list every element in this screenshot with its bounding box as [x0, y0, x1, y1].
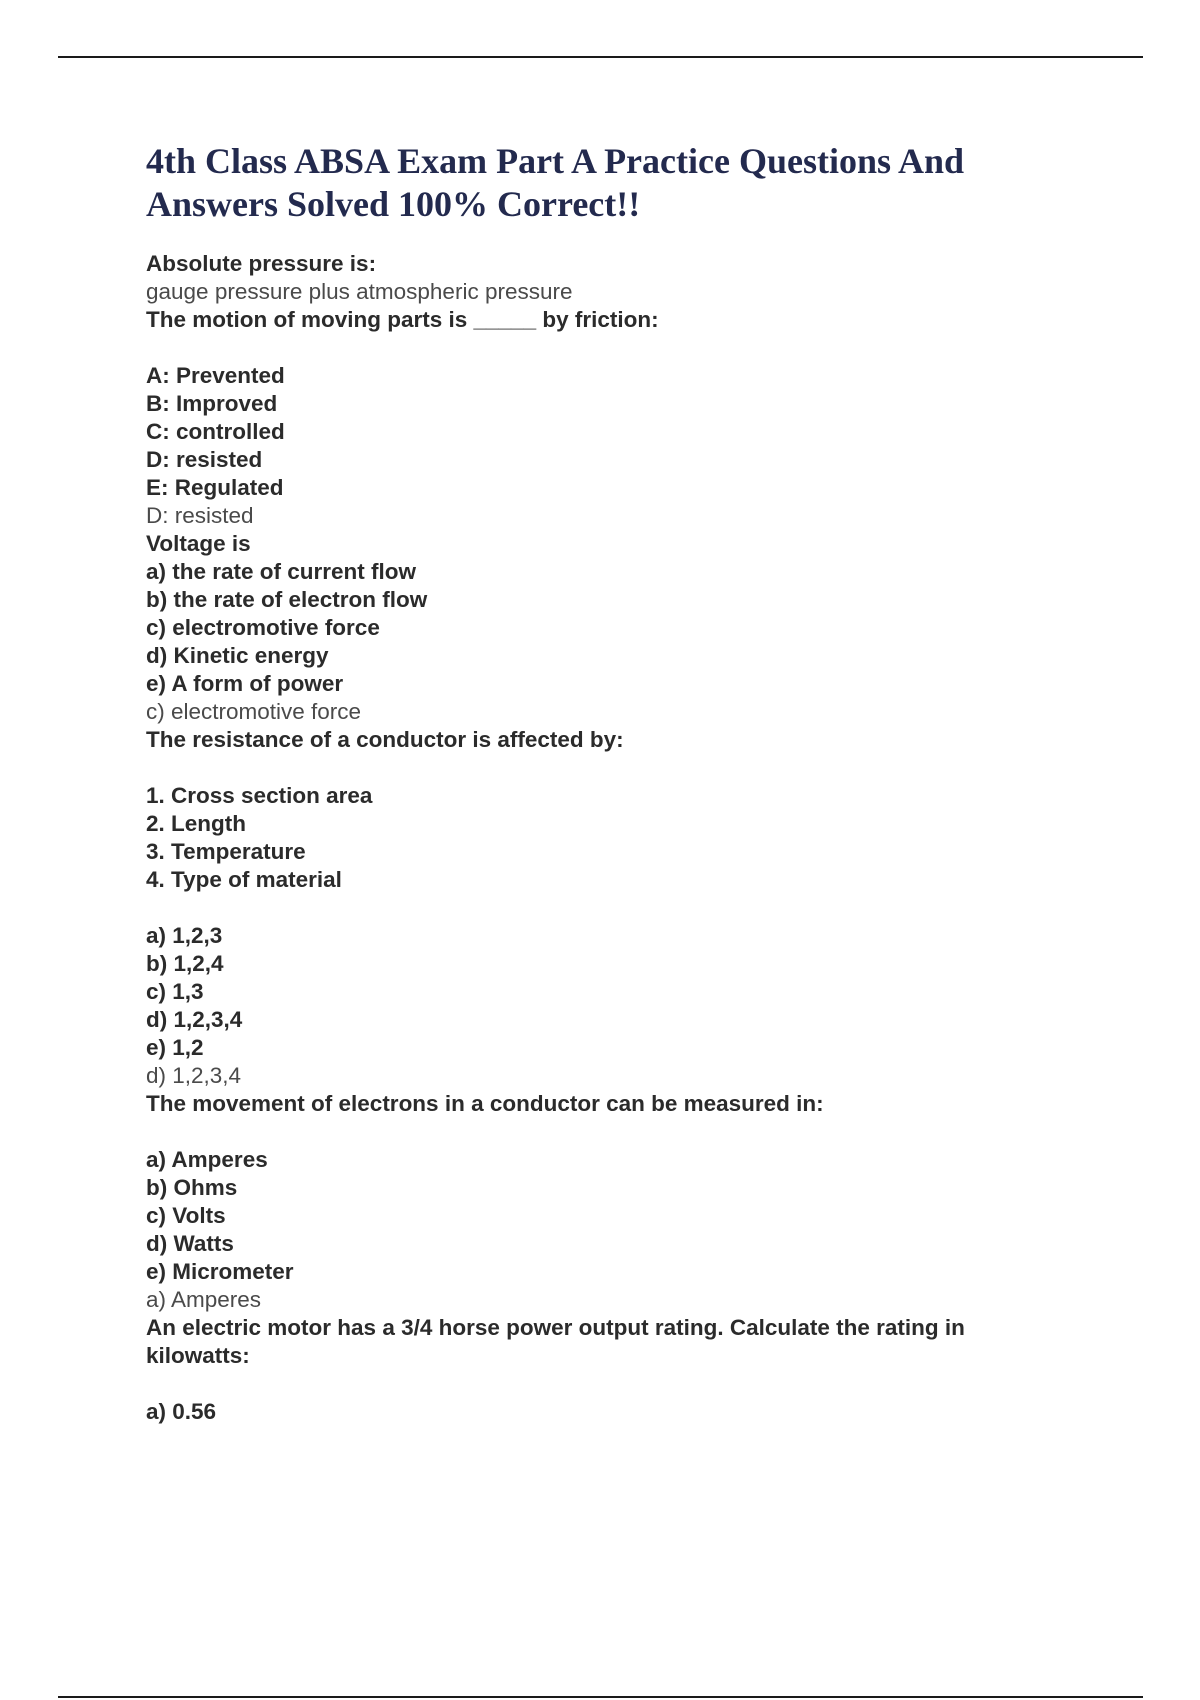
- option-text: a) 1,2,3: [146, 923, 223, 948]
- option-text: D: resisted: [146, 447, 263, 472]
- option-text: a) 0.56: [146, 1399, 217, 1424]
- document-body: [146, 140, 1066, 1426]
- option-text: a) Amperes: [146, 1147, 268, 1172]
- option-text: e) 1,2: [146, 1035, 204, 1060]
- answer-text: gauge pressure plus atmospheric pressure: [146, 279, 573, 304]
- option-text: e) Micrometer: [146, 1259, 294, 1284]
- option-text: d) Kinetic energy: [146, 643, 329, 668]
- answer-text: d) 1,2,3,4: [146, 1063, 242, 1088]
- question-block: [146, 1090, 1066, 1314]
- answer-text: D: resisted: [146, 503, 254, 528]
- question-text: kilowatts:: [146, 1343, 250, 1368]
- question-text: The movement of electrons in a conductor can be measured in:: [146, 1091, 824, 1116]
- option-text: 1. Cross section area: [146, 783, 373, 808]
- option-text: A: Prevented: [146, 363, 285, 388]
- question-text: An electric motor has a 3/4 horse power output rating. Calculate the rating in: [146, 1315, 965, 1340]
- question-block: [146, 530, 1066, 726]
- option-text: b) 1,2,4: [146, 951, 224, 976]
- option-text: C: controlled: [146, 419, 285, 444]
- option-text: 4. Type of material: [146, 867, 342, 892]
- question-block: [146, 250, 1066, 306]
- spacer: [146, 754, 1066, 782]
- option-text: d) 1,2,3,4: [146, 1007, 243, 1032]
- question-block: [146, 1314, 1066, 1426]
- question-block: [146, 306, 1066, 530]
- question-text: Voltage is: [146, 531, 251, 556]
- spacer: [146, 1118, 1066, 1146]
- option-text: d) Watts: [146, 1231, 234, 1256]
- option-text: e) A form of power: [146, 671, 344, 696]
- question-text: The resistance of a conductor is affected by:: [146, 727, 624, 752]
- option-text: E: Regulated: [146, 475, 284, 500]
- option-text: c) Volts: [146, 1203, 226, 1228]
- question-block: [146, 726, 1066, 1090]
- spacer: [146, 894, 1066, 922]
- option-text: b) the rate of electron flow: [146, 587, 428, 612]
- answer-text: c) electromotive force: [146, 699, 362, 724]
- answer-text: a) Amperes: [146, 1287, 262, 1312]
- bottom-rule: [58, 1696, 1143, 1698]
- option-text: B: Improved: [146, 391, 278, 416]
- option-text: 2. Length: [146, 811, 246, 836]
- spacer: [146, 334, 1066, 362]
- top-rule: [58, 56, 1143, 58]
- spacer: [146, 1370, 1066, 1398]
- document-title: 4th Class ABSA Exam Part A Practice Questions And Answers Solved 100% Correct!!: [146, 141, 965, 224]
- question-text: Absolute pressure is:: [146, 251, 377, 276]
- question-text: The motion of moving parts is _____ by friction:: [146, 307, 659, 332]
- option-text: c) electromotive force: [146, 615, 380, 640]
- option-text: a) the rate of current flow: [146, 559, 417, 584]
- option-text: b) Ohms: [146, 1175, 238, 1200]
- option-text: c) 1,3: [146, 979, 204, 1004]
- option-text: 3. Temperature: [146, 839, 306, 864]
